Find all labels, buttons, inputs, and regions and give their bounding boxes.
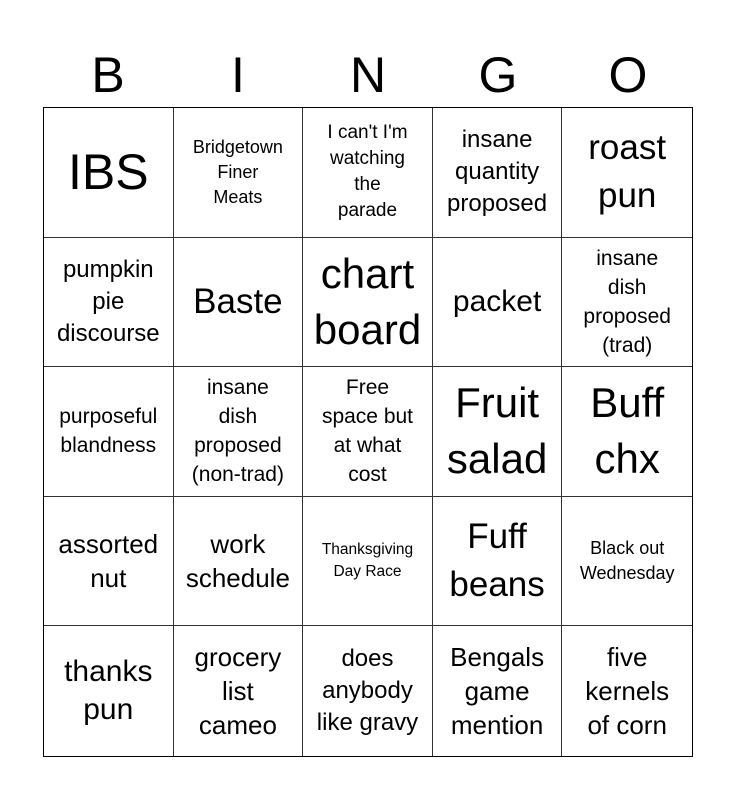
bingo-cell-r5-c1[interactable] (44, 626, 174, 756)
bingo-cell-r1-c3[interactable] (303, 108, 433, 238)
bingo-cell-r4-c3[interactable] (303, 497, 433, 627)
bingo-cell-text: Bengals game mention (450, 642, 545, 741)
bingo-cell-r3-c3[interactable] (303, 367, 433, 497)
bingo-cell-text: Fuff beans (449, 517, 545, 605)
bingo-cell-r1-c2[interactable] (174, 108, 304, 238)
bingo-cell-text: purposeful blandness (59, 405, 158, 458)
header-letter-o: O (608, 47, 648, 103)
bingo-cell-r4-c5[interactable] (562, 497, 692, 627)
bingo-cell-r1-c5[interactable] (562, 108, 692, 238)
bingo-cell-text: insane quantity proposed (447, 126, 548, 218)
bingo-cell-r1-c4[interactable] (433, 108, 563, 238)
bingo-cell-text: thanks pun (64, 655, 153, 727)
bingo-cell-text: Bridgetown Finer Meats (192, 136, 283, 207)
bingo-cell-text: I can't I'm watching the parade (327, 122, 408, 222)
bingo-cell-r4-c2[interactable] (174, 497, 304, 627)
bingo-cell-r4-c1[interactable] (44, 497, 174, 627)
bingo-cell-text: insane dish proposed (non-trad) (191, 376, 284, 487)
bingo-cell-r3-c5[interactable] (562, 367, 692, 497)
header-letter-i: I (231, 47, 245, 103)
bingo-cell-r5-c4[interactable] (433, 626, 563, 756)
bingo-cell-text: IBS (68, 144, 149, 201)
bingo-cell-text: work schedule (185, 529, 290, 594)
header-letter-b: B (91, 47, 125, 103)
bingo-cell-text: Baste (193, 281, 283, 321)
bingo-cell-r3-c2[interactable] (174, 367, 304, 497)
bingo-cell-text: Fruit salad (446, 379, 548, 483)
bingo-cell-text: roast pun (588, 128, 667, 216)
bingo-cell-text: Free space but at what cost (321, 376, 414, 487)
bingo-cell-text: does anybody like gravy (316, 645, 419, 737)
bingo-cell-text: insane dish proposed (trad) (583, 246, 671, 357)
bingo-cell-text: packet (452, 284, 542, 318)
bingo-cell-text: Thanksgiving Day Race (321, 541, 414, 581)
header-letter-g: G (478, 47, 518, 103)
bingo-cell-text: pumpkin pie discourse (56, 255, 160, 347)
bingo-cell-text: Buff chx (590, 379, 665, 483)
bingo-cell-r2-c1[interactable] (44, 238, 174, 368)
header-letter-n: N (349, 47, 387, 103)
bingo-cell-r5-c2[interactable] (174, 626, 304, 756)
bingo-cell-r1-c1[interactable] (44, 108, 174, 238)
bingo-cell-r5-c5[interactable] (562, 626, 692, 756)
bingo-cell-r2-c3[interactable] (303, 238, 433, 368)
bingo-cell-r3-c4[interactable] (433, 367, 563, 497)
bingo-cell-text: assorted nut (58, 529, 159, 594)
bingo-cell-r3-c1[interactable] (44, 367, 174, 497)
bingo-board (43, 107, 693, 757)
bingo-cell-r2-c4[interactable] (433, 238, 563, 368)
bingo-cell-r4-c4[interactable] (433, 497, 563, 627)
bingo-cell-r2-c5[interactable] (562, 238, 692, 368)
bingo-cell-text: five kernels of corn (585, 642, 670, 741)
bingo-cell-r2-c2[interactable] (174, 238, 304, 368)
bingo-cell-text: grocery list cameo (194, 642, 282, 741)
bingo-cell-text: Black out Wednesday (579, 538, 675, 584)
bingo-header (43, 44, 693, 106)
bingo-cell-text: chart board (313, 249, 422, 353)
bingo-cell-r5-c3[interactable] (303, 626, 433, 756)
